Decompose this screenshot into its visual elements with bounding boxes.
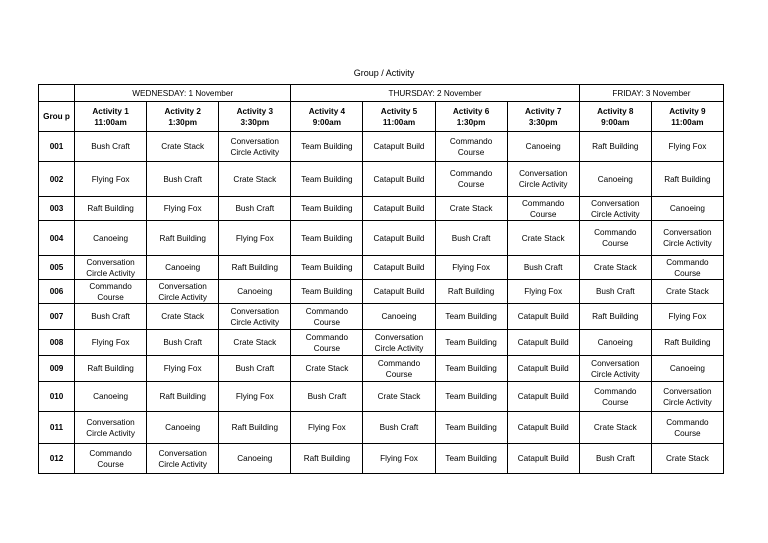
activity-cell: Crate Stack [579, 256, 651, 280]
activity-cell: Bush Craft [363, 412, 435, 444]
group-number: 012 [39, 444, 75, 474]
group-header: Grou p [39, 102, 75, 132]
group-number: 002 [39, 162, 75, 197]
activity-cell: Catapult Build [363, 221, 435, 256]
activity-cell: Conversation Circle Activity [147, 280, 219, 304]
activity-cell: Conversation Circle Activity [507, 162, 579, 197]
group-number: 005 [39, 256, 75, 280]
activity-cell: Crate Stack [651, 280, 723, 304]
group-number: 009 [39, 356, 75, 382]
activity-name: Activity 9 [669, 106, 706, 116]
activity-cell: Flying Fox [291, 412, 363, 444]
activity-header-row [39, 102, 724, 132]
activity-cell: Canoeing [651, 197, 723, 221]
table-row [39, 256, 724, 280]
table-row [39, 221, 724, 256]
activity-cell: Raft Building [579, 132, 651, 162]
activity-header-7 [507, 102, 579, 132]
activity-cell: Commando Course [651, 412, 723, 444]
table-row [39, 197, 724, 221]
activity-time: 1:30pm [456, 117, 486, 127]
activity-cell: Commando Course [75, 280, 147, 304]
group-number: 006 [39, 280, 75, 304]
activity-cell: Flying Fox [507, 280, 579, 304]
day-header-friday: FRIDAY: 3 November [579, 85, 723, 102]
activity-cell: Crate Stack [291, 356, 363, 382]
activity-cell: Canoeing [147, 256, 219, 280]
group-number: 010 [39, 382, 75, 412]
activity-cell: Conversation Circle Activity [219, 304, 291, 330]
activity-cell: Team Building [291, 256, 363, 280]
activity-cell: Bush Craft [219, 356, 291, 382]
activity-cell: Team Building [291, 221, 363, 256]
day-header-wednesday: WEDNESDAY: 1 November [75, 85, 291, 102]
activity-cell: Flying Fox [75, 330, 147, 356]
activity-cell: Flying Fox [219, 221, 291, 256]
activity-name: Activity 5 [380, 106, 418, 116]
activity-cell: Crate Stack [219, 330, 291, 356]
activity-cell: Crate Stack [363, 382, 435, 412]
activity-header-3 [219, 102, 291, 132]
activity-cell: Flying Fox [651, 132, 723, 162]
day-header-thursday: THURSDAY: 2 November [291, 85, 579, 102]
activity-cell: Bush Craft [219, 197, 291, 221]
activity-cell: Catapult Build [363, 256, 435, 280]
activity-cell: Commando Course [435, 132, 507, 162]
activity-cell: Raft Building [147, 382, 219, 412]
activity-cell: Raft Building [219, 412, 291, 444]
activity-cell: Conversation Circle Activity [75, 256, 147, 280]
activity-cell: Conversation Circle Activity [75, 412, 147, 444]
activity-cell: Conversation Circle Activity [363, 330, 435, 356]
table-row [39, 304, 724, 330]
activity-name: Activity 2 [164, 106, 201, 116]
table-row [39, 412, 724, 444]
activity-cell: Bush Craft [291, 382, 363, 412]
corner-cell [39, 85, 75, 102]
activity-cell: Catapult Build [363, 132, 435, 162]
activity-time: 3:30pm [240, 117, 270, 127]
activity-cell: Raft Building [651, 330, 723, 356]
activity-cell: Crate Stack [579, 412, 651, 444]
activity-cell: Catapult Build [507, 412, 579, 444]
activity-cell: Catapult Build [507, 330, 579, 356]
activity-cell: Raft Building [147, 221, 219, 256]
activity-cell: Catapult Build [507, 444, 579, 474]
activity-cell: Crate Stack [147, 132, 219, 162]
activity-cell: Bush Craft [147, 330, 219, 356]
activity-time: 9:00am [601, 117, 630, 127]
schedule-table [38, 84, 724, 474]
activity-name: Activity 7 [524, 106, 562, 116]
activity-cell: Commando Course [291, 304, 363, 330]
table-row [39, 356, 724, 382]
activity-name: Activity 1 [92, 106, 129, 116]
activity-cell: Raft Building [291, 444, 363, 474]
activity-cell: Crate Stack [507, 221, 579, 256]
activity-time: 1:30pm [168, 117, 198, 127]
activity-time: 9:00am [312, 117, 342, 127]
activity-cell: Team Building [435, 304, 507, 330]
page-title: Group / Activity [353, 68, 415, 78]
activity-cell: Conversation Circle Activity [651, 221, 723, 256]
activity-cell: Catapult Build [507, 356, 579, 382]
activity-cell: Commando Course [363, 356, 435, 382]
activity-cell: Bush Craft [147, 162, 219, 197]
activity-cell: Conversation Circle Activity [219, 132, 291, 162]
activity-cell: Flying Fox [147, 356, 219, 382]
activity-cell: Catapult Build [363, 280, 435, 304]
table-row [39, 280, 724, 304]
activity-name: Activity 4 [308, 106, 346, 116]
activity-cell: Commando Course [75, 444, 147, 474]
table-row [39, 382, 724, 412]
activity-cell: Team Building [291, 280, 363, 304]
activity-cell: Commando Course [579, 221, 651, 256]
activity-name: Activity 6 [452, 106, 490, 116]
activity-cell: Canoeing [363, 304, 435, 330]
activity-cell: Bush Craft [579, 444, 651, 474]
activity-cell: Commando Course [651, 256, 723, 280]
activity-header-5 [363, 102, 435, 132]
activity-time: 11:00am [382, 117, 416, 127]
activity-cell: Flying Fox [147, 197, 219, 221]
activity-cell: Canoeing [147, 412, 219, 444]
activity-cell: Conversation Circle Activity [579, 197, 651, 221]
activity-cell: Commando Course [435, 162, 507, 197]
activity-cell: Catapult Build [507, 304, 579, 330]
activity-cell: Canoeing [75, 382, 147, 412]
table-row [39, 444, 724, 474]
group-number: 004 [39, 221, 75, 256]
table-row [39, 330, 724, 356]
activity-cell: Catapult Build [363, 197, 435, 221]
activity-cell: Commando Course [507, 197, 579, 221]
activity-header-8 [579, 102, 651, 132]
activity-cell: Raft Building [579, 304, 651, 330]
activity-cell: Raft Building [75, 356, 147, 382]
group-number: 003 [39, 197, 75, 221]
activity-time: 3:30pm [528, 117, 558, 127]
activity-cell: Raft Building [651, 162, 723, 197]
activity-header-1 [75, 102, 147, 132]
activity-cell: Crate Stack [147, 304, 219, 330]
activity-cell: Crate Stack [219, 162, 291, 197]
activity-cell: Canoeing [219, 444, 291, 474]
activity-cell: Flying Fox [219, 382, 291, 412]
activity-time: 11:00am [94, 117, 127, 127]
activity-header-6 [435, 102, 507, 132]
activity-cell: Canoeing [507, 132, 579, 162]
activity-cell: Bush Craft [435, 221, 507, 256]
activity-cell: Flying Fox [363, 444, 435, 474]
activity-cell: Conversation Circle Activity [579, 356, 651, 382]
activity-cell: Bush Craft [75, 132, 147, 162]
activity-cell: Team Building [291, 197, 363, 221]
activity-cell: Team Building [435, 330, 507, 356]
activity-header-9 [651, 102, 723, 132]
activity-cell: Commando Course [579, 382, 651, 412]
activity-cell: Commando Course [291, 330, 363, 356]
activity-cell: Raft Building [219, 256, 291, 280]
activity-cell: Crate Stack [651, 444, 723, 474]
group-number: 007 [39, 304, 75, 330]
activity-cell: Team Building [435, 382, 507, 412]
group-number: 001 [39, 132, 75, 162]
activity-cell: Flying Fox [435, 256, 507, 280]
activity-name: Activity 3 [236, 106, 273, 116]
activity-cell: Team Building [435, 412, 507, 444]
activity-header-4 [291, 102, 363, 132]
activity-cell: Catapult Build [363, 162, 435, 197]
activity-cell: Bush Craft [507, 256, 579, 280]
activity-header-2 [147, 102, 219, 132]
activity-cell: Team Building [291, 132, 363, 162]
activity-cell: Bush Craft [579, 280, 651, 304]
activity-cell: Crate Stack [435, 197, 507, 221]
activity-cell: Flying Fox [651, 304, 723, 330]
group-number: 008 [39, 330, 75, 356]
activity-cell: Canoeing [579, 330, 651, 356]
activity-cell: Catapult Build [507, 382, 579, 412]
activity-cell: Team Building [291, 162, 363, 197]
activity-cell: Bush Craft [75, 304, 147, 330]
activity-cell: Flying Fox [75, 162, 147, 197]
table-row [39, 132, 724, 162]
activity-time: 11:00am [671, 117, 704, 127]
group-number: 011 [39, 412, 75, 444]
activity-name: Activity 8 [597, 106, 634, 116]
day-header-row [39, 85, 724, 102]
activity-cell: Conversation Circle Activity [147, 444, 219, 474]
activity-cell: Canoeing [579, 162, 651, 197]
activity-cell: Raft Building [75, 197, 147, 221]
activity-cell: Conversation Circle Activity [651, 382, 723, 412]
activity-cell: Raft Building [435, 280, 507, 304]
activity-cell: Canoeing [219, 280, 291, 304]
table-row [39, 162, 724, 197]
activity-cell: Canoeing [651, 356, 723, 382]
activity-cell: Team Building [435, 444, 507, 474]
activity-cell: Canoeing [75, 221, 147, 256]
activity-cell: Team Building [435, 356, 507, 382]
